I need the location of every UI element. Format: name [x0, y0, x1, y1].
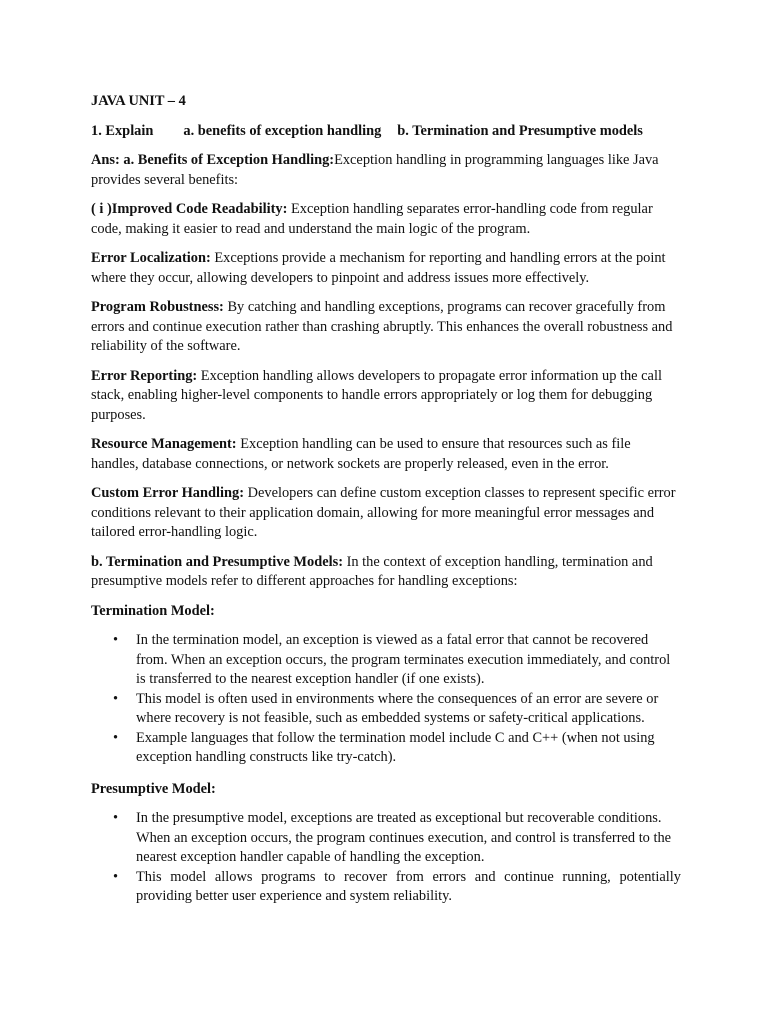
models-intro: b. Termination and Presumptive Models: In the context of exception handling, termination and presumptive models refer to different approaches for handling exceptions:: [91, 553, 653, 589]
question-label: 1. Explain: [91, 122, 154, 139]
bullet-icon: •: [113, 690, 119, 707]
benefit-error-reporting: Error Reporting: Exception handling allows developers to propagate error information up the call stack, enabling higher-level components to handle errors appropriately or log them for debugging purposes.: [91, 367, 662, 423]
answer-lead: Ans: a. Benefits of Exception Handling:: [91, 152, 335, 168]
benefit-custom-error-handling: Custom Error Handling: Developers can define custom exception classes to represent specific error conditions relevant to their application domain, allowing for more meaningful error messages and tailored error-handling logic.: [91, 485, 676, 540]
question-part-a: a. benefits of exception handling: [183, 122, 382, 139]
list-item: • This model is often used in environments where the consequences of an error are severe or where recovery is not feasible, such as embedded systems or safety-critical applications.: [113, 690, 659, 726]
bullet-icon: •: [113, 632, 119, 648]
termination-list: [91, 631, 681, 768]
question-line: [91, 122, 681, 142]
bullet-icon: •: [113, 810, 119, 826]
list-item: • This model allows programs to recover from errors and continue running, potentially providing better user experience and system reliability.: [113, 868, 681, 904]
list-item: • In the presumptive model, exceptions are treated as exceptional but recoverable conditions. When an exception occurs, the program continues execution, and control is transferred to the nearest exception handler capable of handling the exception.: [113, 810, 672, 865]
list-item: • In the termination model, an exception is viewed as a fatal error that cannot be recovered from. When an exception occurs, the program terminates execution immediately, and control is transferred to the nearest exception handler (if one exists).: [113, 632, 671, 687]
benefit-error-localization: Error Localization: Exceptions provide a mechanism for reporting and handling errors at the point where they occur, allowing developers to pinpoint and address issues more effectively.: [91, 250, 666, 286]
bullet-icon: •: [113, 729, 119, 746]
presumptive-list: [91, 809, 681, 907]
document-body: [91, 92, 681, 919]
benefit-program-robustness: Program Robustness: By catching and handling exceptions, programs can recover gracefully from errors and continue execution rather than crashing abruptly. This enhances the overall robustness and reliability of the software.: [91, 299, 673, 354]
answer-intro: [91, 151, 681, 190]
presumptive-heading: Presumptive Model:: [91, 780, 216, 797]
benefit-resource-management: Resource Management: Exception handling can be used to ensure that resources such as file handles, database connections, or network sockets are properly released, even in the error.: [91, 436, 631, 472]
question-part-b: b. Termination and Presumptive models: [397, 122, 643, 139]
termination-heading: Termination Model:: [91, 602, 215, 619]
answer-text: Exception handling in programming languages like Java provides several benefits:: [91, 152, 659, 188]
benefit-readability: ( i )Improved Code Readability: Exception handling separates error-handling code from regular code, making it easier to read and understand the main logic of the program.: [91, 201, 653, 237]
page-title: JAVA UNIT – 4: [91, 93, 186, 109]
list-item: • Example languages that follow the termination model include C and C++ (when not using exception handling constructs like try-catch).: [113, 729, 655, 765]
bullet-icon: •: [113, 868, 119, 885]
